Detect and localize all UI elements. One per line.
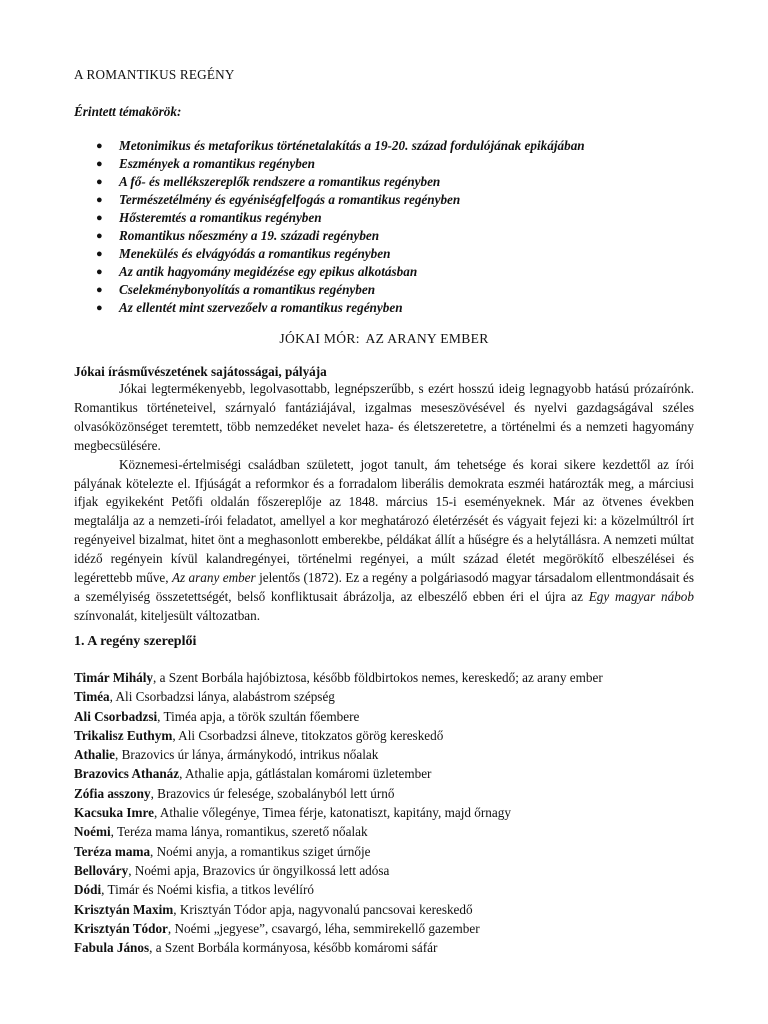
character-desc: , Athalie vőlegénye, Timea férje, katonatiszt, kapitány, majd őrnagy bbox=[153, 805, 511, 821]
topics-list bbox=[92, 137, 712, 317]
section-title-work: AZ ARANY EMBER bbox=[365, 331, 489, 346]
topic-text: Cselekménybonyolítás a romantikus regényben bbox=[119, 282, 376, 297]
character-name: Bellováry bbox=[74, 862, 129, 878]
character-name: Timéa bbox=[74, 689, 110, 705]
character-item bbox=[74, 842, 714, 861]
topic-text: Természetélmény és egyéniségfelfogás a romantikus regényben bbox=[119, 192, 461, 207]
topic-item bbox=[92, 173, 712, 191]
topics-heading: Érintett témakörök: bbox=[74, 104, 182, 119]
topic-text: Romantikus nőeszmény a 19. századi regényben bbox=[119, 228, 380, 243]
bullet-icon: ● bbox=[96, 194, 103, 206]
topic-text: A fő- és mellékszereplők rendszere a romantikus regényben bbox=[119, 174, 441, 189]
topic-item bbox=[92, 155, 712, 173]
topic-item bbox=[92, 281, 712, 299]
topic-text: Az ellentét mint szervezőelv a romantikus regényben bbox=[119, 300, 403, 315]
paragraph: Jókai legtermékenyebb, legolvasottabb, legnépszerűbb, s ezért hosszú ideig legnagyobb hatású prózaírónk. Romantikus történeteivel, szárnyaló fantáziájával, izgalmas meseszövésével és nyelvi gazdagságával széles olvasóközönséget teremtett, több nemzedéket nevelet haza- és életszeretetre, a történelmi és a nemzeti hagyomány megbecsülésére. bbox=[74, 381, 694, 453]
topic-text: Hősteremtés a romantikus regényben bbox=[119, 210, 322, 225]
character-name: Fabula János bbox=[74, 940, 150, 956]
topic-item bbox=[92, 263, 712, 281]
bullet-icon: ● bbox=[96, 266, 103, 278]
character-name: Teréza mama bbox=[74, 843, 151, 859]
topic-item bbox=[92, 209, 712, 227]
bullet-icon: ● bbox=[96, 230, 103, 242]
character-item bbox=[74, 687, 714, 706]
character-item bbox=[74, 764, 714, 783]
section-title-author: JÓKAI MÓR: bbox=[279, 331, 360, 346]
character-desc: , a Szent Borbála hajóbiztosa, később földbirtokos nemes, kereskedő; az arany ember bbox=[153, 670, 603, 685]
section-title bbox=[0, 331, 768, 347]
part-heading: 1. A regény szereplői bbox=[74, 634, 197, 649]
character-item bbox=[74, 919, 714, 938]
character-item bbox=[74, 803, 714, 822]
character-name: Brazovics Athanáz bbox=[74, 766, 180, 782]
character-item bbox=[74, 880, 714, 899]
topic-text: Az antik hagyomány megidézése egy epikus alkotásban bbox=[119, 264, 418, 279]
bullet-icon: ● bbox=[96, 284, 103, 296]
characters-list bbox=[74, 668, 714, 957]
character-name: Athalie bbox=[74, 747, 116, 763]
character-item bbox=[74, 745, 714, 764]
topic-text: Eszmények a romantikus regényben bbox=[119, 156, 315, 171]
bullet-icon: ● bbox=[96, 176, 103, 188]
character-desc: , Noémi „jegyese”, csavargó, léha, semmirekellő gazember bbox=[167, 920, 480, 936]
character-desc: , Noémi apja, Brazovics úr öngyilkossá lett adósa bbox=[128, 862, 390, 878]
character-name: Ali Csorbadzsi bbox=[74, 708, 158, 724]
character-item bbox=[74, 822, 714, 841]
character-desc: , Ali Csorbadzsi álneve, titokzatos görög kereskedő bbox=[172, 727, 444, 743]
character-item bbox=[74, 784, 714, 803]
character-item bbox=[74, 861, 714, 880]
character-desc: , Brazovics úr lánya, ármánykodó, intrikus nőalak bbox=[115, 747, 379, 763]
character-name: Krisztyán Tódor bbox=[74, 920, 168, 936]
character-name: Dódi bbox=[74, 882, 102, 898]
topic-item bbox=[92, 227, 712, 245]
paragraph bbox=[74, 456, 694, 626]
character-item bbox=[74, 900, 714, 919]
character-desc: , Krisztyán Tódor apja, nagyvonalú pancsovai kereskedő bbox=[173, 901, 473, 917]
paragraph-text: színvonalát, kiteljesült változatban. bbox=[74, 607, 261, 623]
main-title: A ROMANTIKUS REGÉNY bbox=[74, 67, 235, 82]
character-name: Trikalisz Euthym bbox=[74, 727, 173, 743]
topic-text: Metonimikus és metaforikus történetalakítás a 19-20. század fordulójának epikájában bbox=[119, 138, 585, 153]
character-item bbox=[74, 707, 714, 726]
topic-item bbox=[92, 191, 712, 209]
character-desc: , Timéa apja, a török szultán főembere bbox=[157, 708, 360, 724]
sub-heading: Jókai írásművészetének sajátosságai, pályája bbox=[74, 364, 327, 379]
character-name: Timár Mihály bbox=[74, 670, 154, 685]
character-desc: , Ali Csorbadzsi lánya, alabástrom szépség bbox=[109, 689, 335, 705]
character-name: Kacsuka Imre bbox=[74, 805, 154, 821]
work-title: Az arany ember bbox=[171, 570, 256, 586]
paragraph-text: jelentős (1872). Ez a regény a polgáriasodó magyar társadalom ellentmondásait és a személyiség összetettségét, belső konfliktusait ábrázolja, az elbeszélő ebben éri el újra az bbox=[74, 570, 694, 604]
bullet-icon: ● bbox=[96, 158, 103, 170]
bullet-icon: ● bbox=[96, 212, 103, 224]
character-name: Zófia asszony bbox=[74, 785, 151, 801]
topic-item bbox=[92, 299, 712, 317]
character-desc: , Athalie apja, gátlástalan komáromi üzletember bbox=[179, 766, 432, 782]
character-desc: , Timár és Noémi kisfia, a titkos levélíró bbox=[101, 882, 314, 898]
character-desc: , a Szent Borbála kormányosa, később komáromi sáfár bbox=[149, 940, 438, 956]
paragraph-text: Köznemesi-értelmiségi családban született, jogot tanult, ám tehetsége és korai sikere kezdettől az írói pályának kötelezte el. Ifjúságát a reformkor és a forradalom liberális demokrata eszméi határozták meg, a márciusi ifjak egyikeként Petőfi oldalán főszereplője az 1848. március 15-i eseményeknek. Már az ötvenes években megtalálja az a nemzeti-írói feladatot, amellyel a kor meghatározó életérzését és vágyait fejezi ki: a közelmúltról írt regényeivel bizalmat, hitet önt a meghasonlott emberekbe, példákat állít a hűségre és a helytállásra. A nemzeti múltat idéző regényein kívül kalandregényei, történelmi regényei, a múlt század életét megörökítő elbeszélései és legérettebb műve, bbox=[74, 456, 694, 586]
body-text bbox=[74, 380, 694, 626]
topic-item bbox=[92, 137, 712, 155]
character-item bbox=[74, 938, 714, 957]
character-name: Krisztyán Maxim bbox=[74, 901, 174, 917]
bullet-icon: ● bbox=[96, 140, 103, 152]
topic-text: Menekülés és elvágyódás a romantikus regényben bbox=[119, 246, 391, 261]
bullet-icon: ● bbox=[96, 302, 103, 314]
character-desc: , Brazovics úr felesége, szobalányból lett úrnő bbox=[150, 785, 395, 801]
bullet-icon: ● bbox=[96, 248, 103, 260]
work-title: Egy magyar nábob bbox=[588, 588, 694, 604]
character-desc: , Noémi anyja, a romantikus sziget úrnője bbox=[150, 843, 371, 859]
character-desc: , Teréza mama lánya, romantikus, szerető nőalak bbox=[110, 824, 368, 840]
character-item bbox=[74, 668, 714, 687]
topic-item bbox=[92, 245, 712, 263]
character-item bbox=[74, 726, 714, 745]
character-name: Noémi bbox=[74, 824, 111, 840]
